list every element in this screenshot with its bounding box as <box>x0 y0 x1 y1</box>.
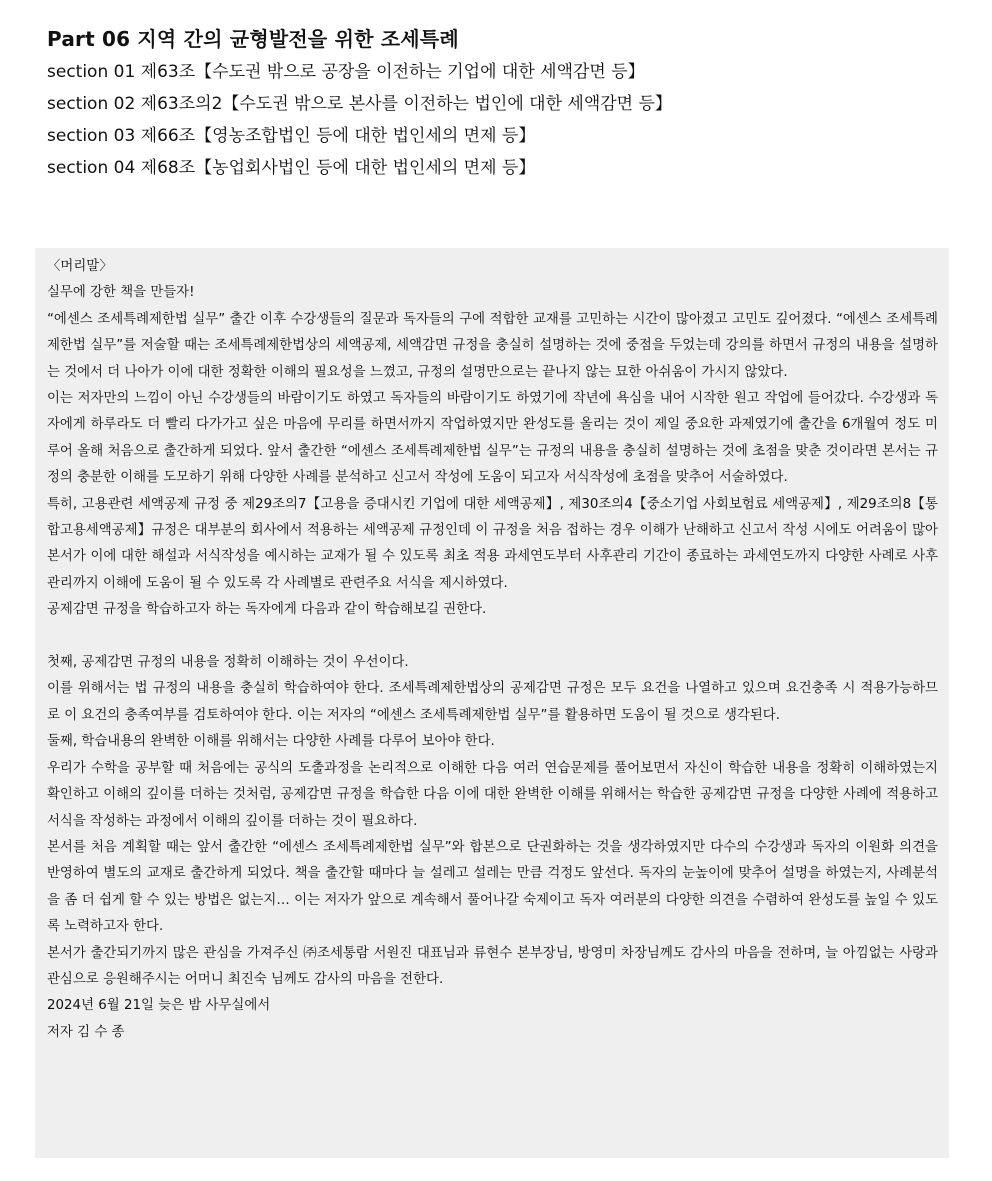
section-item: section 02 제63조의2【수도권 밖으로 본사를 이전하는 법인에 대한 세액감면 등】 <box>47 94 672 114</box>
part-title: Part 06 지역 간의 균형발전을 위한 조세특례 <box>47 27 459 51</box>
preface-paragraph: 이를 위해서는 법 규정의 내용을 충실히 학습하여야 한다. 조세특례제한법상의 공제감면 규정은 모두 요건을 나열하고 있으며 요건충족 시 적용가능하므로 이 요건의 충족여부를 검토하여야 한다. 이는 저자의 “에센스 조세특례제한법 실무”를 활용하면 도움이 될 것으로 생각된다. <box>47 681 938 723</box>
preface-paragraph: 이는 저자만의 느낌이 아닌 수강생들의 바람이기도 하였고 독자들의 바람이기도 하였기에 작년에 욕심을 내어 시작한 원고 작업에 들어갔다. 수강생과 독자에게 하루라도 더 빨리 다가가고 싶은 마음에 무리를 하면서까지 작업하였지만 완성도를 올리는 것이 제일 중요한 과제였기에 출간을 6개월여 정도 미루어 올해 처음으로 출간하게 되었다. 앞서 출간한 “에센스 조세특례제한법 실무”는 규정의 내용을 충실히 설명하는 것에 초점을 맞춘 것이라면 본서는 규정의 충분한 이해를 도모하기 위해 다양한 사례를 분석하고 신고서 작성에 도움이 되고자 서식작성에 초점을 맞추어 서술하였다. <box>47 391 938 486</box>
preface-paragraph: 특히, 고용관련 세액공제 규정 중 제29조의7【고용을 증대시킨 기업에 대한 세액공제】, 제30조의4【중소기업 사회보험료 세액공제】, 제29조의8【통합고용세액공제】규정은 대부분의 회사에서 적용하는 세액공제 규정인데 이 규정을 처음 접하는 경우 이해가 난해하고 신고서 작성 시에도 어려움이 많아 본서가 이에 대한 해설과 서식작성을 예시하는 교재가 될 수 있도록 최초 적용 과세연도부터 사후관리 기간이 종료하는 과세연도까지 다양한 사례로 사후관리까지 이해에 도움이 될 수 있도록 각 사례별로 관련주요 서식을 제시하였다. <box>47 496 938 591</box>
preface-heading: 〈머리말〉 <box>47 259 113 274</box>
preface-date: 2024년 6월 21일 늦은 밤 사무실에서 <box>47 998 271 1014</box>
preface-paragraph: 실무에 강한 책을 만들자! <box>47 285 195 301</box>
preface-paragraph: 첫째, 공제감면 규정의 내용을 정확히 이해하는 것이 우선이다. <box>47 655 409 671</box>
paragraph-spacer <box>47 624 938 650</box>
preface-author: 저자 김 수 종 <box>47 1024 125 1040</box>
section-item: section 01 제63조【수도권 밖으로 공장을 이전하는 기업에 대한 세액감면 등】 <box>47 62 645 82</box>
preface-paragraph: “에센스 조세특례제한법 실무” 출간 이후 수강생들의 질문과 독자들의 구에 적합한 교재를 고민하는 시간이 많아졌고 고민도 깊어졌다. “에센스 조세특례제한법 실무”를 저술할 때는 조세특례제한법상의 세액공제, 세액감면 규정을 충실히 설명하는 것에 중점을 두었는데 강의를 하면서 규정의 내용을 설명하는 것에서 더 나아가 이에 대한 정확한 이해의 필요성을 느꼈고, 규정의 설명만으로는 끝나지 않는 묘한 아쉬움이 가시지 않았다. <box>47 311 938 380</box>
preface-paragraph: 공제감면 규정을 학습하고자 하는 독자에게 다음과 같이 학습해보길 권한다. <box>47 602 487 618</box>
table-of-contents <box>47 22 967 184</box>
preface-paragraph: 둘째, 학습내용의 완벽한 이해를 위해서는 다양한 사례를 다루어 보아야 한다. <box>47 734 495 750</box>
preface-box <box>35 248 949 1158</box>
preface-paragraph: 본서가 출간되기까지 많은 관심을 가져주신 ㈜조세통람 서원진 대표님과 류현수 본부장님, 방영미 차장님께도 감사의 마음을 전하며, 늘 아낌없는 사랑과 관심으로 응원해주시는 어머니 최진숙 님께도 감사의 마음을 전한다. <box>47 945 938 987</box>
preface-paragraph: 본서를 처음 계획할 때는 앞서 출간한 “에센스 조세특례제한법 실무”와 합본으로 단권화하는 것을 생각하였지만 다수의 수강생과 독자의 이원화 의견을 반영하여 별도의 교재로 출간하게 되었다. 책을 출간할 때마다 늘 설레고 설레는 만큼 걱정도 앞선다. 독자의 눈높이에 맞추어 설명을 하였는지, 사례분석을 좀 더 쉽게 할 수 있는 방법은 없는지… 이는 저자가 앞으로 계속해서 풀어나갈 숙제이고 독자 여러분의 다양한 의견을 수렴하여 완성도를 높일 수 있도록 노력하고자 한다. <box>47 839 938 935</box>
section-item: section 04 제68조【농업회사법인 등에 대한 법인세의 면제 등】 <box>47 158 536 178</box>
section-item: section 03 제66조【영농조합법인 등에 대한 법인세의 면제 등】 <box>47 126 536 146</box>
preface-paragraph: 우리가 수학을 공부할 때 처음에는 공식의 도출과정을 논리적으로 이해한 다음 여러 연습문제를 풀어보면서 자신이 학습한 내용을 정확히 이해하였는지 확인하고 이해의 깊이를 더하는 것처럼, 공제감면 규정을 학습한 다음 이에 대한 완벽한 이해를 위해서는 학습한 공제감면 규정을 다양한 사례에 적용하고 서식을 작성하는 과정에서 이해의 깊이를 더하는 것이 필요하다. <box>47 760 938 829</box>
